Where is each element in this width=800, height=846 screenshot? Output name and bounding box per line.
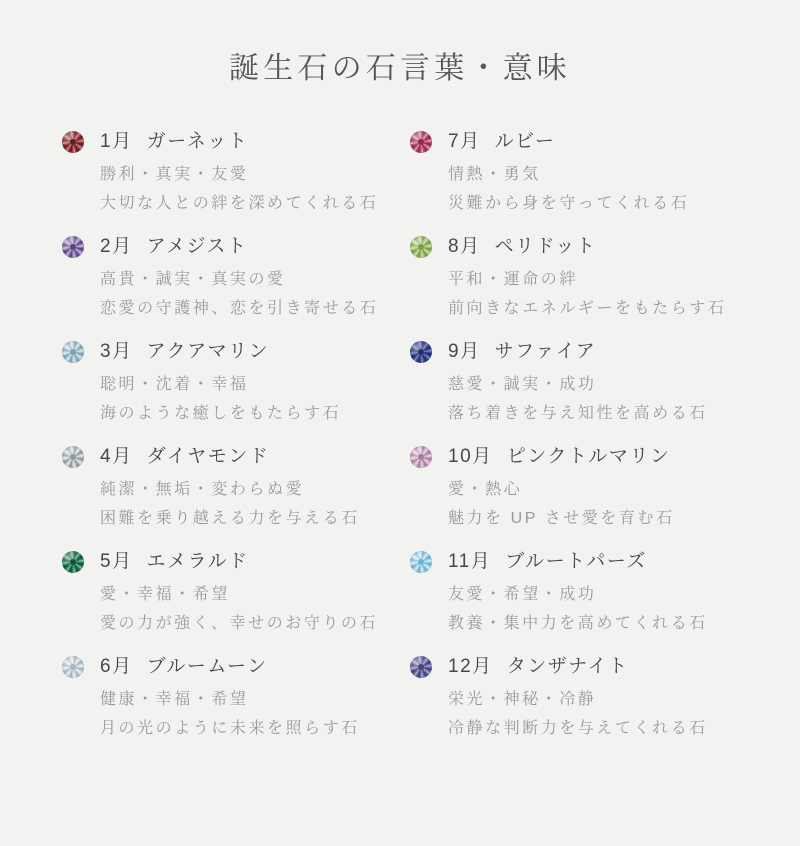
month-entry — [410, 550, 800, 655]
month-entry — [410, 130, 800, 235]
garnet-icon — [62, 131, 84, 153]
stone-description: 愛の力が強く、幸せのお守りの石 — [100, 615, 379, 632]
peridot-icon — [410, 236, 432, 258]
month-entry — [410, 445, 800, 550]
month-body — [100, 475, 360, 533]
month-label: 6月 — [100, 656, 133, 677]
stone-description: 海のような癒しをもたらす石 — [100, 405, 342, 422]
month-entry — [410, 235, 800, 340]
month-body — [448, 475, 675, 533]
months-grid — [62, 130, 800, 760]
stone-meanings: 慈愛・誠実・成功 — [448, 376, 597, 393]
ruby-icon — [410, 131, 432, 153]
month-entry-text — [448, 550, 708, 638]
month-heading — [448, 445, 675, 468]
stone-meanings: 純潔・無垢・変わらぬ愛 — [100, 481, 305, 498]
stone-meanings: 栄光・神秘・冷静 — [448, 691, 597, 708]
stone-name: ダイヤモンド — [146, 446, 270, 467]
amethyst-icon — [62, 236, 84, 258]
stone-meanings: 健康・幸福・希望 — [100, 691, 249, 708]
month-heading — [100, 235, 378, 258]
month-label: 8月 — [448, 236, 481, 257]
month-entry — [62, 655, 410, 760]
stone-name: ペリドット — [494, 236, 597, 257]
month-body — [448, 685, 708, 743]
stone-meanings: 愛・熱心 — [448, 481, 523, 498]
month-entry-text — [100, 655, 360, 743]
pink-tourmaline-icon — [410, 446, 432, 468]
sapphire-icon — [410, 341, 432, 363]
month-entry-text — [448, 130, 689, 218]
month-entry-text — [100, 550, 378, 638]
stone-name: エメラルド — [146, 551, 249, 572]
stone-meanings: 平和・運命の絆 — [448, 271, 578, 288]
month-entry — [62, 550, 410, 655]
stone-name: タンザナイト — [506, 656, 629, 677]
month-body — [100, 160, 378, 218]
month-heading — [100, 340, 341, 363]
month-entry-text — [100, 445, 360, 533]
stone-name: ガーネット — [146, 131, 249, 152]
month-label: 2月 — [100, 236, 133, 257]
month-heading — [448, 340, 708, 363]
stone-meanings: 聡明・沈着・幸福 — [100, 376, 249, 393]
month-body — [100, 685, 360, 743]
month-body — [448, 370, 708, 428]
stone-description: 大切な人との絆を深めてくれる石 — [100, 195, 379, 212]
month-entry — [410, 655, 800, 760]
month-entry-text — [448, 235, 726, 323]
tanzanite-icon — [410, 656, 432, 678]
month-entry — [410, 340, 800, 445]
bluemoon-icon — [62, 656, 84, 678]
month-label: 7月 — [448, 131, 481, 152]
stone-name: アクアマリン — [146, 341, 270, 362]
stone-description: 冷静な判断力を与えてくれる石 — [448, 720, 708, 737]
month-body — [100, 370, 341, 428]
month-entry-text — [100, 340, 341, 428]
month-heading — [100, 655, 360, 678]
month-entry — [62, 130, 410, 235]
month-body — [100, 265, 378, 323]
month-heading — [448, 130, 689, 153]
month-heading — [100, 445, 360, 468]
month-heading — [448, 235, 726, 258]
month-body — [100, 580, 378, 638]
stone-name: ルビー — [494, 131, 556, 152]
stone-name: アメジスト — [146, 236, 248, 257]
stone-meanings: 勝利・真実・友愛 — [100, 166, 249, 183]
month-label: 4月 — [100, 446, 133, 467]
month-label: 1月 — [100, 131, 133, 152]
month-heading — [448, 550, 708, 573]
stone-description: 魅力を UP させ愛を育む石 — [448, 510, 675, 527]
blue-topaz-icon — [410, 551, 432, 573]
stone-description: 恋愛の守護神、恋を引き寄せる石 — [100, 300, 379, 317]
month-heading — [100, 550, 378, 573]
month-body — [448, 160, 689, 218]
month-heading — [448, 655, 708, 678]
month-label: 3月 — [100, 341, 133, 362]
month-entry — [62, 235, 410, 340]
emerald-icon — [62, 551, 84, 573]
diamond-icon — [62, 446, 84, 468]
month-entry — [62, 340, 410, 445]
month-entry-text — [100, 235, 378, 323]
stone-meanings: 高貴・誠実・真実の愛 — [100, 271, 286, 288]
stone-description: 困難を乗り越える力を与える石 — [100, 510, 360, 527]
month-entry-text — [100, 130, 378, 218]
stone-description: 災難から身を守ってくれる石 — [448, 195, 690, 212]
month-label: 10月 — [448, 446, 493, 467]
stone-meanings: 情熱・勇気 — [448, 166, 541, 183]
month-label: 12月 — [448, 656, 493, 677]
aquamarine-icon — [62, 341, 84, 363]
stone-description: 月の光のように未来を照らす石 — [100, 720, 360, 737]
month-entry-text — [448, 445, 675, 533]
stone-meanings: 友愛・希望・成功 — [448, 586, 597, 603]
page-title: 誕生石の石言葉・意味 — [229, 52, 571, 85]
month-heading — [100, 130, 378, 153]
month-label: 11月 — [448, 551, 492, 572]
stone-meanings: 愛・幸福・希望 — [100, 586, 230, 603]
month-label: 9月 — [448, 341, 481, 362]
stone-name: ブルートパーズ — [505, 551, 647, 572]
stone-name: サファイア — [494, 341, 597, 362]
month-label: 5月 — [100, 551, 133, 572]
stone-name: ピンクトルマリン — [506, 446, 671, 467]
stone-description: 前向きなエネルギーをもたらす石 — [448, 300, 727, 317]
stone-description: 落ち着きを与え知性を高める石 — [448, 405, 708, 422]
stone-name: ブルームーン — [146, 656, 268, 677]
month-entry-text — [448, 655, 708, 743]
month-entry-text — [448, 340, 708, 428]
month-body — [448, 265, 726, 323]
month-body — [448, 580, 708, 638]
month-entry — [62, 445, 410, 550]
stone-description: 教養・集中力を高めてくれる石 — [448, 615, 708, 632]
